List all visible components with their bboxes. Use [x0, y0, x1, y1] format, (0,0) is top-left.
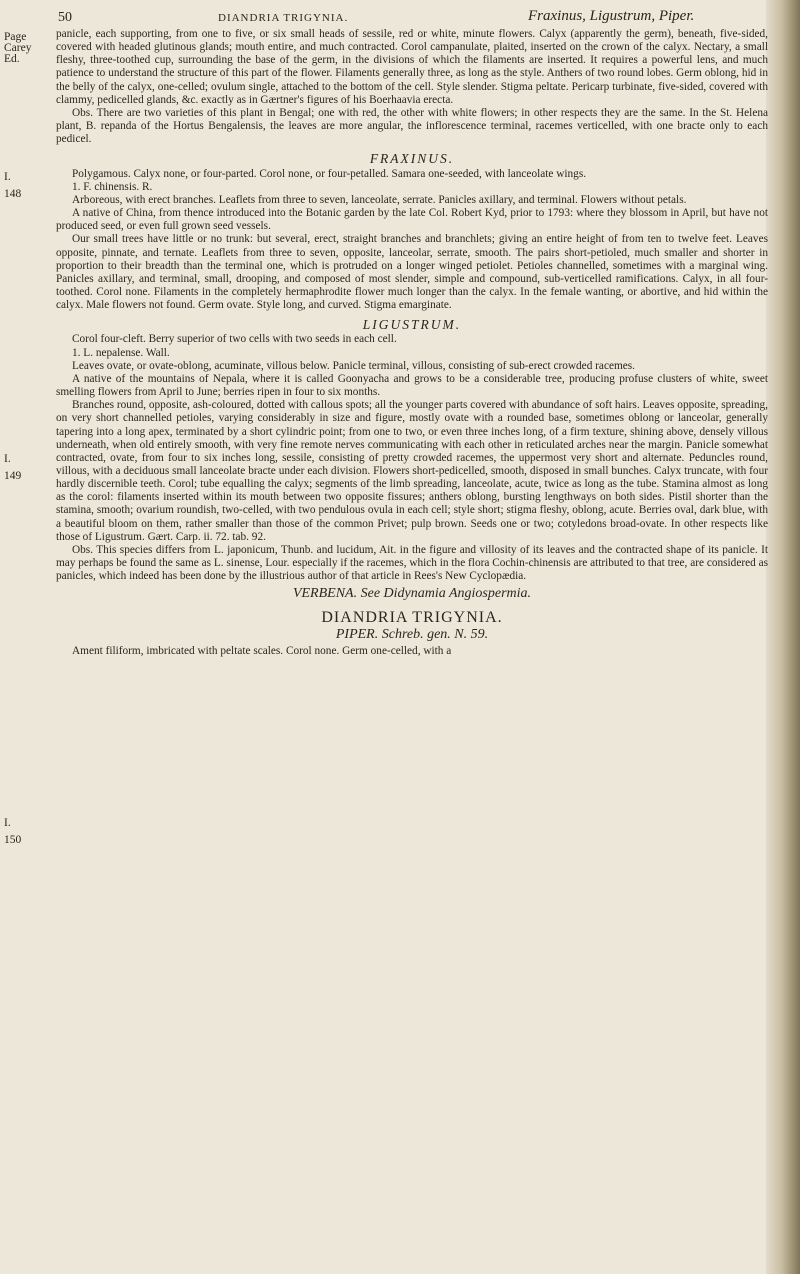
- page-body: [56, 28, 768, 658]
- paragraph: Polygamous. Calyx none, or four-parted. Corol none, or four-petalled. Samara one-seeded, with lanceolate wings.: [72, 167, 587, 180]
- species-heading: 1. F. chinensis. R.: [72, 180, 153, 193]
- paragraph: Ament filiform, imbricated with peltate scales. Corol none. Germ one-celled, with a: [72, 644, 452, 657]
- page-edge-shadow: [766, 0, 800, 1274]
- margin-edition-label: Page Carey Ed.: [4, 31, 32, 65]
- paragraph: Arboreous, with erect branches. Leaflets from three to seven, lanceolate, serrate. Panicles axillary, and terminal. Flowers without petals.: [72, 193, 687, 206]
- paragraph: A native of China, from thence introduced into the Botanic garden by the late Col. Robert Kyd, prior to 1793: where they blossom in April, but have not produced seed, or even full grown seed vessels.: [56, 207, 768, 233]
- paragraph: Leaves ovate, or ovate-oblong, acuminate, villous below. Panicle terminal, villous, consisting of sub-erect crowded racemes.: [72, 359, 635, 372]
- genus-heading-fraxinus: FRAXINUS.: [369, 151, 455, 167]
- paragraph: panicle, each supporting, from one to five, or six small heads of sessile, red or white, minute flowers. Calyx (apparently the germ), beneath, five-sided, covered with headed glutinous glands; mouth entire, and much contracted. Corol campanulate, plaited, inserted on the crown of the calyx. Nectary, a small fleshy, three-toothed cup, surrounding the base of the germ, in the divisions of which the filaments are inserted. It requires a powerful lens, and much patience to understand the structure of this part of the flower. Filaments generally three, as long as the style. Anthers of two round lobes. Germ oblong, hid in the belly of the calyx, one-celled; ovulum single, attached to the bottom of the cell. Style slender. Stigma peltate. Pericarp turbinate, five-sided, covered with clammy, pedicelled glands, &c. exactly as in Gærtner's figures of his Boerhaavia erecta.: [56, 28, 768, 106]
- margin-ref-150: I. 150: [4, 817, 22, 846]
- running-title: Fraxinus, Ligustrum, Piper.: [528, 8, 695, 24]
- species-heading: 1. L. nepalense. Wall.: [72, 346, 170, 359]
- margin-ref-148: I. 148: [4, 171, 22, 200]
- paragraph: A native of the mountains of Nepala, where it is called Goonyacha and grows to be a considerable tree, producing profuse clusters of white, sweet smelling flowers from April to June; berries ripen in four to six months.: [56, 372, 768, 399]
- genus-heading-piper: PIPER. Schreb. gen. N. 59.: [335, 626, 489, 642]
- page-header: [58, 6, 758, 28]
- genus-heading-ligustrum: LIGUSTRUM.: [362, 317, 462, 333]
- margin-ref-149: I. 149: [4, 453, 22, 482]
- paragraph: Obs. This species differs from L. japonicum, Thunb. and lucidum, Ait. in the figure and villosity of its leaves and the contracted shape of its panicle. It may perhaps be found the same as L. sinense, Lour. especially if the racemes, which in the flora Cochin-chinensis are attributed to that tree, are considered as panicles, which indeed has been done by the illustrious author of that article in Rees's New Cyclopædia.: [56, 543, 768, 583]
- paragraph: Corol four-cleft. Berry superior of two cells with two seeds in each cell.: [72, 333, 397, 346]
- paragraph: Our small trees have little or no trunk: but several, erect, straight branches and branchlets; giving an entire height of from ten to twelve feet. Leaves opposite, pinnate, and ternate. Leaflets from three to seven, opposite, lanceolar, serrate, smooth. The pairs short-petioled, much smaller and shorter in proportion to their breadth than the terminal one, which is protruded on a longer winged petiolet. Petioles channelled, sometimes with a marginal wing. Panicles axillary, and terminal, small, drooping, and composed of most slender, simple and compound, sub-verticelled ramifications. Calyx, in all four-toothed. Corol none. Filaments in the completely hermaphrodite flower much longer than the calyx. In the female wanting, or abortive, and hid within the calyx. Male flowers not found. Germ ovate. Style long, and curved. Stigma emarginate.: [56, 233, 768, 312]
- cross-reference-verbena: VERBENA. See Didynamia Angiospermia.: [292, 586, 532, 602]
- order-heading: DIANDRIA TRIGYNIA.: [321, 608, 503, 626]
- running-head: DIANDRIA TRIGYNIA.: [218, 12, 349, 24]
- page-number: 50: [58, 10, 72, 25]
- paragraph: Branches round, opposite, ash-coloured, dotted with callous spots; all the younger parts covered with abundance of soft hairs. Leaves opposite, spreading, on very short channelled petioles, varying considerably in size and figure, mostly ovate with a rounded base, sometimes oblong or lanceolar, generally tapering into a long apex, terminated by a short cylindric point; from one to two, or even three inches long, of a firm texture, shining above, densely villous underneath, when old entirely smooth, with very fine remote nerves communicating with each other in reticulated arches near the margin. Panicle somewhat contracted, ovate, from four to six inches long, sessile, consisting of pretty crowded racemes, the uppermost very short and alternate. Peduncles round, villous, with a deciduous small lanceolate bracte under each division. Flowers short-pedicelled, smooth, disposed in small bunches. Calyx truncate, with four hardly discernible teeth. Corol; tube equalling the calyx; segments of the limb spreading, lanceolate, acute, twice as long as the tube. Stamina almost as long as the corol: filaments inserted within its mouth between two opposite fissures; anthers oblong, bursting lengthways on both sides. Pistil shorter than the stamina, smooth; ovarium roundish, two-celled, with two pendulous ovula in each cell; style short; stigma fleshy, oblong, acute. Berries oval, dark blue, with a beautiful bloom on them, rather smaller than those of the common Privet; pulp brown. Seeds one or two; cotyledons broad-ovate. In other respects like those of Ligustrum. Gært. Carp. ii. 72. tab. 92.: [56, 399, 768, 543]
- paragraph: Obs. There are two varieties of this plant in Bengal; one with red, the other with white flowers; in other respects they are the same. In the St. Helena plant, B. repanda of the Hortus Bengalensis, the leaves are more angular, the inflorescence terminal, racemes verticelled, with one bracte only to each pedicel.: [56, 106, 768, 146]
